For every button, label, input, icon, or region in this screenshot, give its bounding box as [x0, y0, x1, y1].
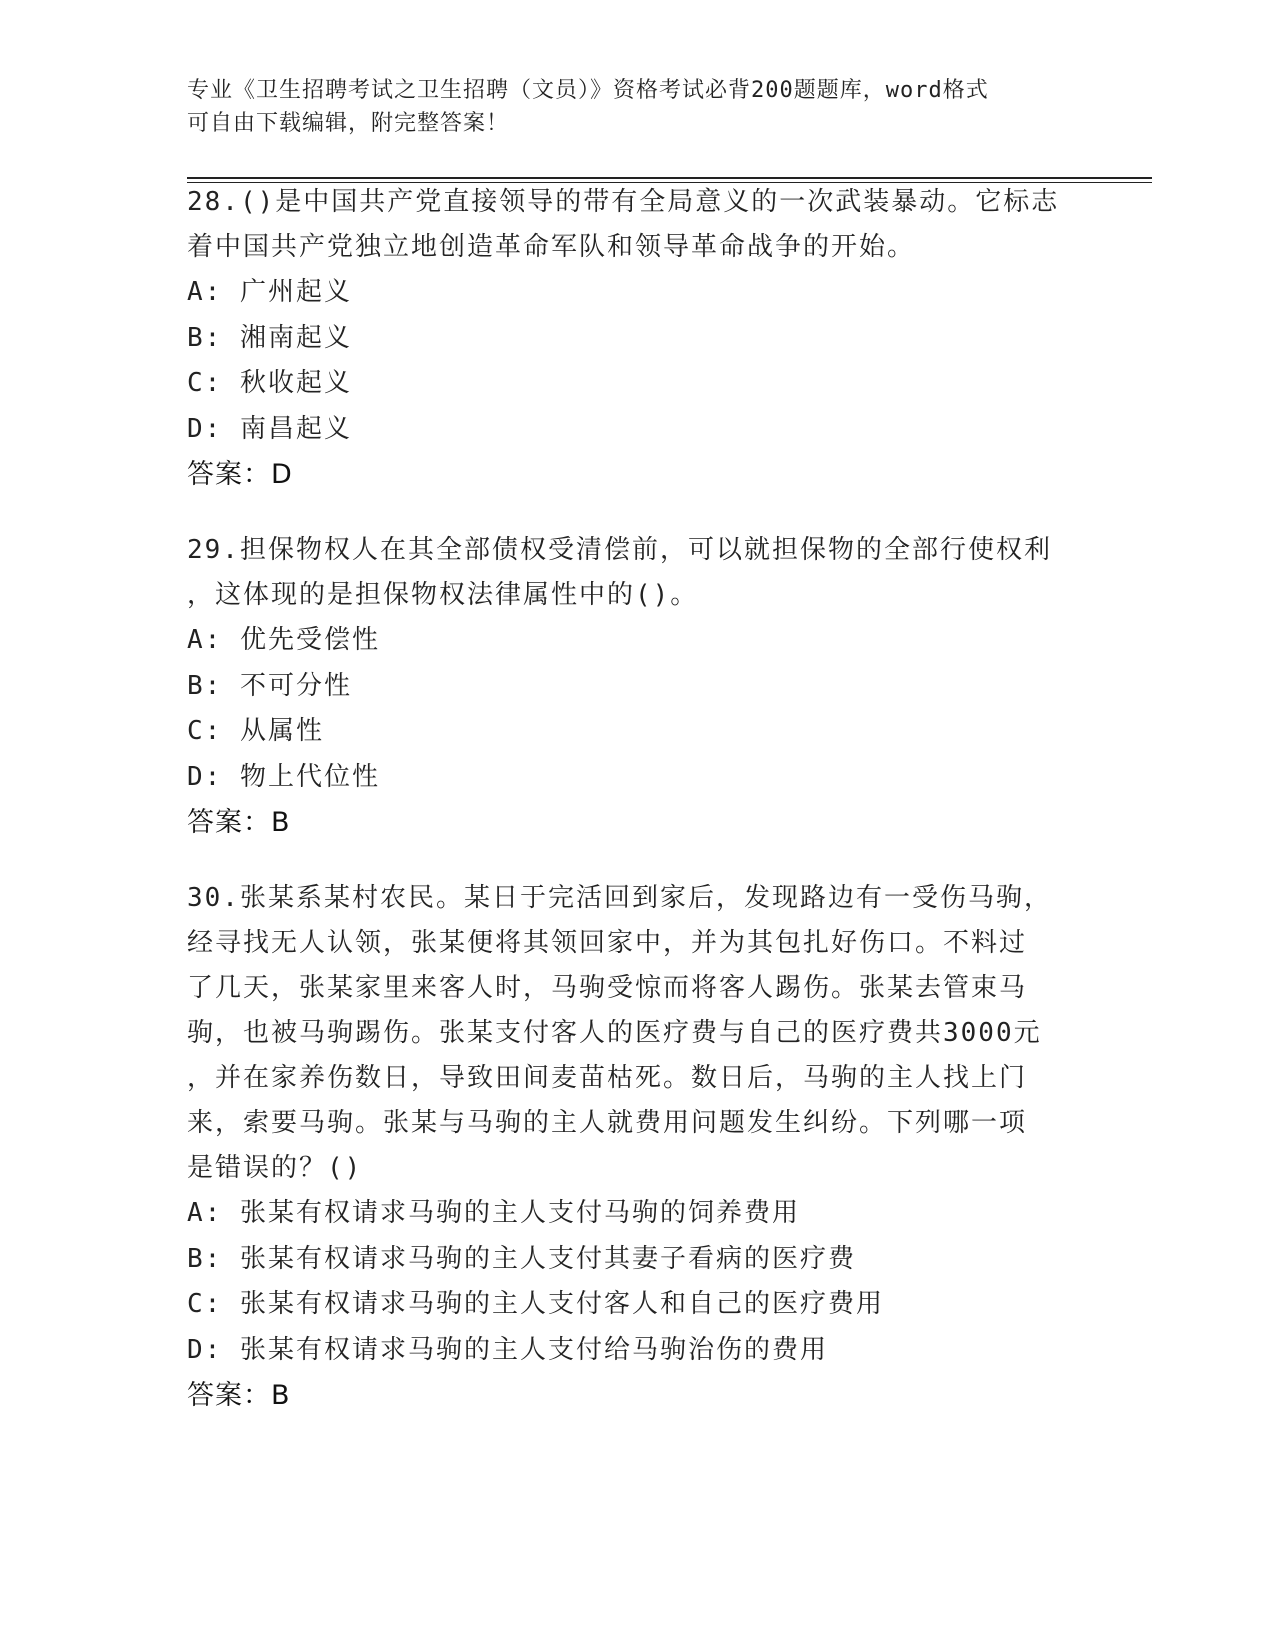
option-a: A: 广州起义	[187, 277, 352, 307]
question-28	[187, 180, 1087, 497]
option-d: D: 张某有权请求马驹的主人支付给马驹治伤的费用	[187, 1334, 828, 1365]
option-c: C: 秋收起义	[187, 368, 352, 398]
option-b: B: 湘南起义	[187, 322, 352, 353]
option-b: B: 张某有权请求马驹的主人支付其妻子看病的医疗费	[187, 1243, 856, 1274]
question-stem-line: 来，索要马驹。张某与马驹的主人就费用问题发生纠纷。下列哪一项	[187, 1108, 1028, 1138]
question-stem-line: 了几天，张某家里来客人时，马驹受惊而将客人踢伤。张某去管束马	[187, 973, 1028, 1003]
header-divider-thick	[187, 177, 1152, 179]
question-stem-line: 28.()是中国共产党直接领导的带有全局意义的一次武装暴动。它标志	[187, 187, 1060, 217]
header-line-1: 专业《卫生招聘考试之卫生招聘（文员）》资格考试必背200题题库，word格式	[187, 78, 989, 103]
question-stem-line: 29.担保物权人在其全部债权受清偿前，可以就担保物的全部行使权利	[187, 535, 1052, 565]
header-line-2: 可自由下载编辑，附完整答案！	[187, 111, 510, 136]
question-stem-line: 经寻找无人认领，张某便将其领回家中，并为其包扎好伤口。不料过	[187, 928, 1028, 958]
question-30	[187, 876, 1087, 1418]
option-a: A: 张某有权请求马驹的主人支付马驹的饲养费用	[187, 1198, 800, 1228]
question-stem-line: ，并在家养伤数日，导致田间麦苗枯死。数日后，马驹的主人找上门	[187, 1063, 1028, 1093]
answer: 答案：D	[187, 459, 293, 490]
question-stem-line: 驹，也被马驹踢伤。张某支付客人的医疗费与自己的医疗费共3000元	[187, 1018, 1042, 1048]
question-stem-line: 30.张某系某村农民。某日于完活回到家后，发现路边有一受伤马驹，	[187, 883, 1052, 913]
option-c: C: 从属性	[187, 716, 324, 746]
question-stem-line: ，这体现的是担保物权法律属性中的()。	[187, 580, 699, 610]
question-stem-line: 着中国共产党独立地创造革命军队和领导革命战争的开始。	[187, 232, 916, 262]
option-d: D: 物上代位性	[187, 761, 380, 792]
option-b: B: 不可分性	[187, 670, 352, 701]
answer: 答案：B	[187, 1380, 291, 1411]
option-c: C: 张某有权请求马驹的主人支付客人和自己的医疗费用	[187, 1289, 884, 1319]
option-d: D: 南昌起义	[187, 413, 352, 444]
document-header	[187, 74, 1087, 140]
question-stem-line: 是错误的？()	[187, 1153, 363, 1183]
question-29	[187, 528, 1087, 845]
option-a: A: 优先受偿性	[187, 625, 380, 655]
answer: 答案：B	[187, 807, 291, 838]
